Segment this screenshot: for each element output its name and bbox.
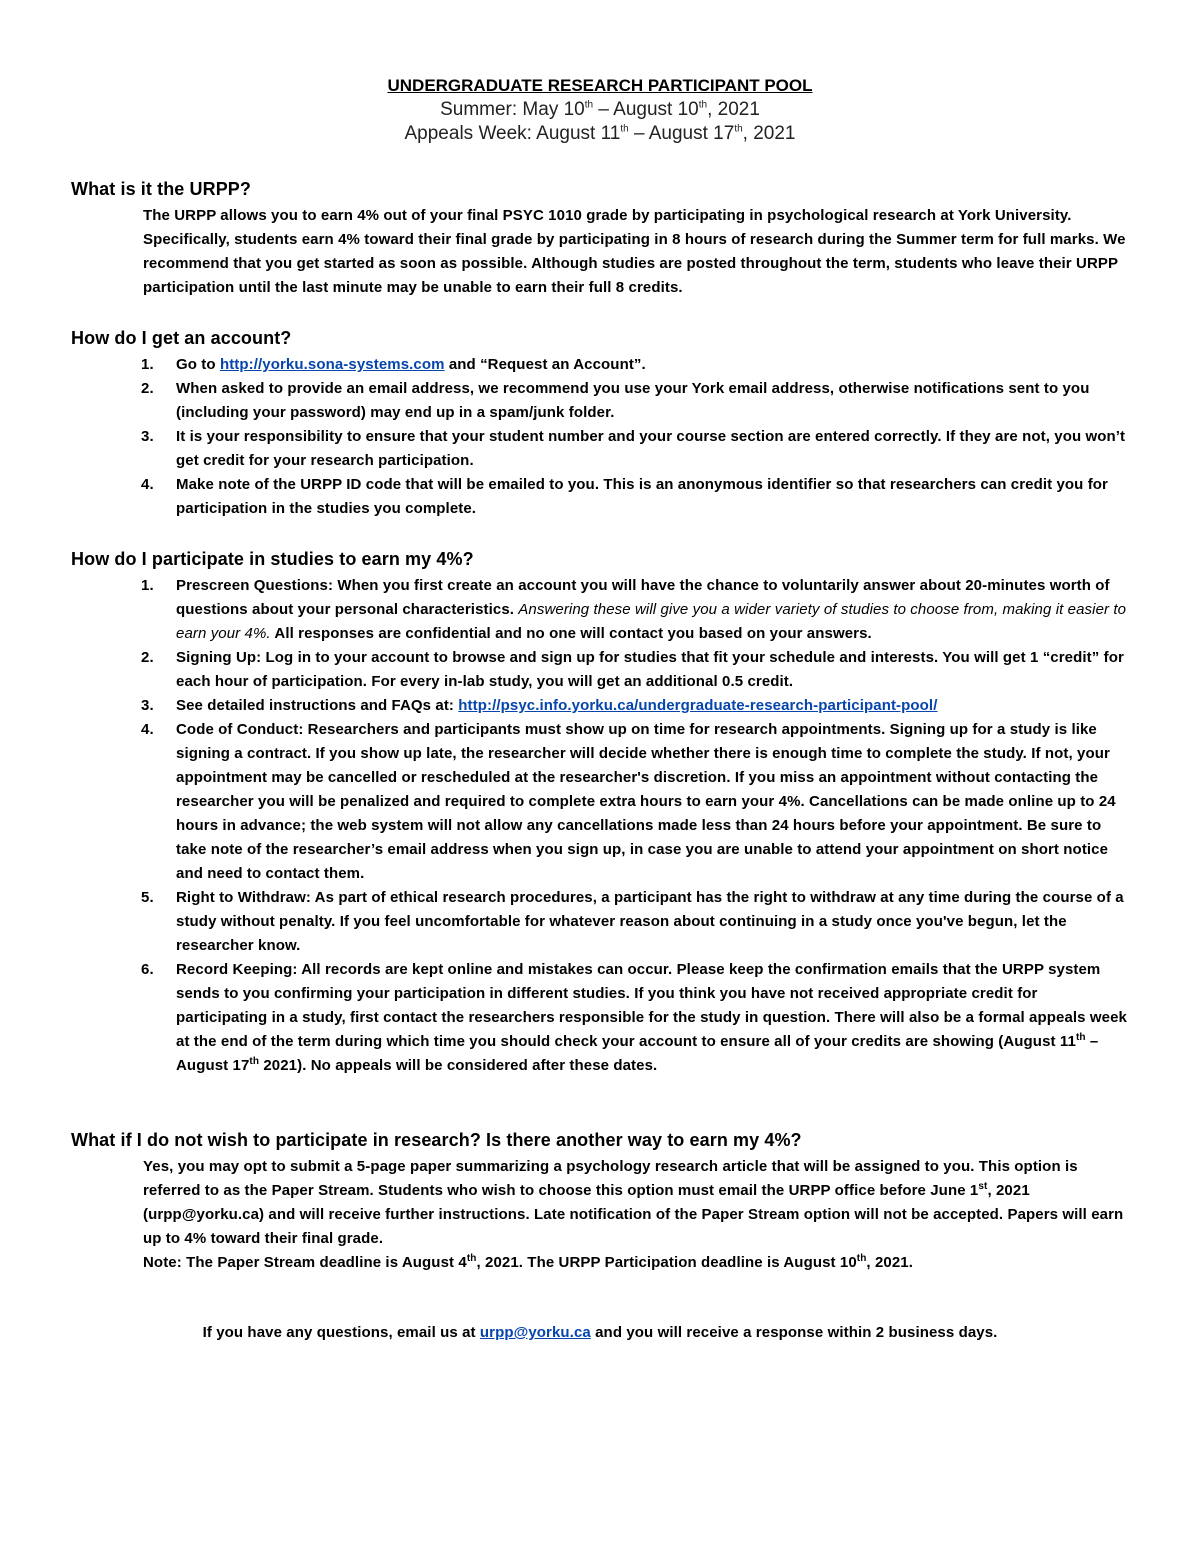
summer-end: – August 10 [593, 99, 699, 120]
appeals-year: , 2021 [742, 123, 796, 144]
list-number: 5. [141, 889, 154, 906]
note-text: , 2021. The URPP Participation deadline is August 10 [476, 1254, 857, 1271]
section-heading: How do I participate in studies to earn my 4%? [71, 549, 474, 569]
appeals-end: – August 17 [628, 123, 735, 144]
body-text: , 2021 (urpp@yorku.ca) and will receive further instructions. Late notification of the Paper Stream option will not be accepted. Papers will earn up to 4% toward their final grade. [143, 1182, 1124, 1247]
section-heading: What if I do not wish to participate in research? Is there another way to earn my 4%? [71, 1130, 802, 1150]
list-number: 4. [141, 721, 154, 738]
summer-dates [0, 98, 1200, 122]
section-heading: What is it the URPP? [71, 179, 252, 199]
list-item [141, 574, 1132, 646]
list-number: 1. [141, 577, 154, 594]
section-heading: How do I get an account? [71, 328, 292, 348]
participate-steps-list [0, 574, 1200, 1078]
appeals-start: Appeals Week: August 11 [404, 123, 621, 144]
list-item [141, 958, 1132, 1078]
summer-start-sup: th [584, 99, 594, 111]
deadline-note [143, 1251, 1133, 1275]
list-text: Go to [176, 356, 220, 373]
summer-year: , 2021 [707, 99, 760, 120]
appeals-dates [0, 122, 1200, 146]
superscript: th [249, 1056, 260, 1067]
superscript: th [856, 1253, 867, 1264]
document-header [0, 74, 1200, 146]
list-text: Signing Up: Log in to your account to browse and sign up for studies that fit your schedule and interests. You will get 1 “credit” for each hour of participation. For every in-lab study, you will get an additional 0.5 credit. [176, 649, 1124, 690]
section-body [143, 1155, 1133, 1251]
list-text: When asked to provide an email address, we recommend you use your York email address, otherwise notifications sent to you (including your password) may end up in a spam/junk folder. [176, 380, 1090, 421]
section-alternative [0, 1127, 1200, 1275]
list-number: 1. [141, 356, 154, 373]
list-number: 3. [141, 697, 154, 714]
footer-text: If you have any questions, email us at [202, 1324, 480, 1341]
list-item [141, 694, 1132, 718]
list-number: 6. [141, 961, 154, 978]
list-text: 2021). No appeals will be considered after these dates. [259, 1057, 658, 1074]
page-title: UNDERGRADUATE RESEARCH PARTICIPANT POOL [387, 76, 813, 95]
summer-end-sup: th [698, 99, 708, 111]
list-text: and “Request an Account”. [444, 356, 646, 373]
list-item [141, 886, 1132, 958]
list-item [141, 425, 1132, 473]
section-get-account [0, 325, 1200, 521]
section-what-is-urpp [0, 176, 1200, 300]
list-text: Prescreen Questions: When you first create an account you will have the chance to voluntarily answer about 20-minutes worth of questions about your personal characteristics. [176, 577, 1110, 618]
superscript: st [978, 1181, 988, 1192]
list-text: Make note of the URPP ID code that will be emailed to you. This is an anonymous identifier so that researchers can credit you for participation in the studies you complete. [176, 476, 1108, 517]
email-link[interactable]: urpp@yorku.ca [479, 1324, 591, 1341]
list-text: Right to Withdraw: As part of ethical research procedures, a participant has the right to withdraw at any time during the course of a study without penalty. If you feel uncomfortable for whatever reason about continuing in a study once you've begun, let the researcher know. [176, 889, 1124, 954]
section-body: The URPP allows you to earn 4% out of your final PSYC 1010 grade by participating in psychological research at York University. Specifically, students earn 4% toward their final grade by participating in 8 hours of research during the Summer term for full marks. We recommend that you get started as soon as possible. Although studies are posted throughout the term, students who leave their URPP participation until the last minute may be unable to earn their full 8 credits. [143, 207, 1126, 296]
list-item [141, 473, 1132, 521]
list-text: All responses are confidential and no one will contact you based on your answers. [270, 625, 872, 642]
urpp-info-link[interactable]: http://psyc.info.yorku.ca/undergraduate-research-participant-pool/ [458, 697, 938, 714]
list-text: Record Keeping: All records are kept online and mistakes can occur. Please keep the confirmation emails that the URPP system sends to you confirming your participation in different studies. If you think you have not received appropriate credit for participating in a study, first contact the researchers responsible for the study in question. There will also be a formal appeals week at the end of the term during which time you should check your account to ensure all of your credits are showing (August 11 [176, 961, 1127, 1050]
body-text: Yes, you may opt to submit a 5-page paper summarizing a psychology research article that will be assigned to you. This option is referred to as the Paper Stream. Students who wish to choose this option must email the URPP office before June 1 [143, 1158, 1078, 1199]
contact-footer [0, 1321, 1200, 1345]
summer-start: Summer: May 10 [440, 99, 585, 120]
list-text: – August 17 [176, 1033, 1099, 1074]
superscript: th [1075, 1032, 1086, 1043]
list-text: It is your responsibility to ensure that your student number and your course section are entered correctly. If they are not, you won’t get credit for your research participation. [176, 428, 1126, 469]
list-number: 3. [141, 428, 154, 445]
appeals-end-sup: th [734, 123, 743, 135]
superscript: th [466, 1253, 477, 1264]
note-text: Note: The Paper Stream deadline is August 4 [143, 1254, 467, 1271]
list-item [141, 718, 1132, 886]
list-number: 2. [141, 380, 154, 397]
section-participate [0, 546, 1200, 1078]
note-text: , 2021. [866, 1254, 913, 1271]
list-number: 4. [141, 476, 154, 493]
list-text-italic: Answering these will give you a wider variety of studies to choose from, making it easier to earn your 4%. [176, 601, 1127, 642]
list-item [141, 353, 1132, 377]
appeals-start-sup: th [620, 123, 629, 135]
list-item [141, 377, 1132, 425]
list-text: See detailed instructions and FAQs at: [176, 697, 459, 714]
list-number: 2. [141, 649, 154, 666]
list-item [141, 646, 1132, 694]
list-text: Code of Conduct: Researchers and participants must show up on time for research appointments. Signing up for a study is like signing a contract. If you show up late, the researcher will decide whether there is enough time to complete the study. If not, your appointment may be cancelled or rescheduled at the researcher's discretion. If you miss an appointment without contacting the researcher you will be penalized and required to complete extra hours to earn your 4%. Cancellations can be made online up to 24 hours in advance; the web system will not allow any cancellations made less than 24 hours before your appointment. Be sure to take note of the researcher’s email address when you sign up, in case you are unable to attend your appointment on short notice and need to contact them. [176, 721, 1116, 882]
sona-systems-link[interactable]: http://yorku.sona-systems.com [219, 356, 445, 373]
account-steps-list [0, 353, 1200, 521]
footer-text: and you will receive a response within 2 business days. [590, 1324, 998, 1341]
